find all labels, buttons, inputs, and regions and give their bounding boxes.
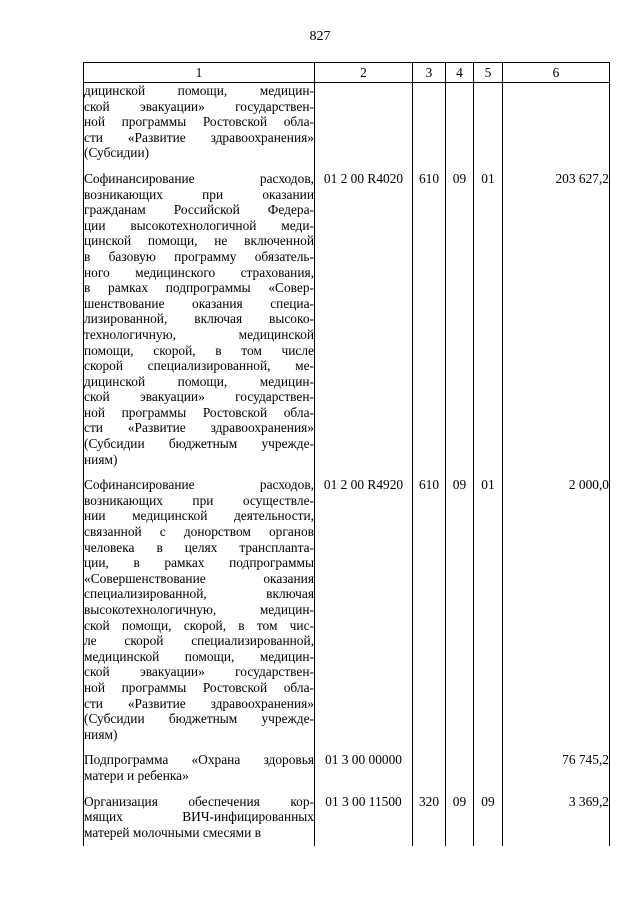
description-line: ной программы Ростовской обла- [84, 114, 314, 130]
description-line: гражданам Российской Федера- [84, 202, 314, 218]
description-line: высокотехнологичную, медицин- [84, 602, 314, 617]
description-line: человека в целях трансплanта- [84, 539, 314, 555]
description-line: мящих ВИЧ-инфицированных [84, 809, 314, 825]
description-line: ле скорой специализированной, [84, 633, 314, 649]
description-line: (Субсидии бюджетным учрежде- [84, 436, 314, 452]
description-line: ской помощи, скорой, в том чис- [84, 617, 314, 633]
column-header-2: 2 [315, 63, 413, 83]
description-line: в рамках подпрограммы «Совер- [84, 280, 314, 296]
table-row [84, 167, 610, 473]
section-code: 09 [446, 473, 474, 748]
expense-type-code: 610 [413, 473, 446, 748]
target-item-code: 01 2 00 R4020 [315, 167, 413, 473]
table-row [84, 748, 610, 789]
table-row [84, 790, 610, 847]
row-description [84, 473, 315, 748]
description-line: медицинской помощи, медицин- [84, 648, 314, 664]
target-item-code: 01 3 00 00000 [315, 748, 413, 789]
column-header-6: 6 [503, 63, 610, 83]
description-line: ции высокотехнологичной меди- [84, 217, 314, 233]
description-line: возникающих при осуществле- [84, 492, 314, 508]
table-row [84, 83, 610, 167]
row-description [84, 790, 315, 847]
description-line: матерей молочными смесями в [84, 824, 261, 840]
description-line: (Субсидии) [84, 145, 150, 161]
description-line: цинской помощи, не включенной [84, 233, 314, 249]
description-line: ниям) [84, 726, 118, 742]
description-line: «Совершенствование оказания [84, 570, 314, 586]
amount: 2 000,0 [503, 473, 610, 748]
description-line: Софинансирование расходов, [84, 477, 314, 493]
description-line: помощи, скорой, в том числе [84, 342, 314, 358]
budget-table [83, 62, 610, 846]
description-line: ции, в рамках подпрограммы [84, 555, 314, 571]
section-code [446, 83, 474, 167]
description-line: технологичную, медицинской [84, 326, 314, 342]
description-line: Организация обеспечения кор- [84, 793, 314, 809]
description-line: дицинской помощи, медицин- [84, 373, 314, 389]
description-line: возникающих при оказании [84, 186, 314, 202]
subsection-code [474, 83, 503, 167]
description-line: Подпрограмма «Охрана здоровья [84, 752, 314, 768]
section-code: 09 [446, 167, 474, 473]
target-item-code [315, 83, 413, 167]
amount: 3 369,2 [503, 790, 610, 847]
description-line: матери и ребенка» [84, 767, 189, 783]
subsection-code: 01 [474, 167, 503, 473]
description-line: скорой специализированной, ме- [84, 358, 314, 374]
expense-type-code [413, 83, 446, 167]
amount [503, 83, 610, 167]
description-line: ниям) [84, 451, 118, 467]
amount: 76 745,2 [503, 748, 610, 789]
column-header-4: 4 [446, 63, 474, 83]
amount: 203 627,2 [503, 167, 610, 473]
column-header-3: 3 [413, 63, 446, 83]
column-number-row [84, 63, 610, 83]
row-description [84, 748, 315, 789]
expense-type-code [413, 748, 446, 789]
section-code [446, 748, 474, 789]
expense-type-code: 610 [413, 167, 446, 473]
description-line: сти «Развитие здравоохранения» [84, 420, 314, 436]
description-line: Софинансирование расходов, [84, 170, 314, 186]
page-number: 827 [309, 29, 331, 44]
row-description [84, 83, 315, 167]
description-line: ной программы Ростовской обла- [84, 679, 314, 695]
row-description [84, 167, 315, 473]
subsection-code: 09 [474, 790, 503, 847]
description-line: лизированной, включая высоко- [84, 311, 314, 327]
description-line: нии медицинской деятельности, [84, 508, 314, 524]
description-line: сти «Развитие здравоохранения» [84, 695, 314, 711]
description-line: ской эвакуации» государствен- [84, 98, 314, 114]
column-header-1: 1 [84, 63, 315, 83]
subsection-code [474, 748, 503, 789]
section-code: 09 [446, 790, 474, 847]
description-line: ного медицинского страхования, [84, 264, 314, 280]
table-row [84, 473, 610, 748]
description-line: ской эвакуации» государствен- [84, 664, 314, 680]
description-line: (Субсидии бюджетным учрежде- [84, 711, 314, 727]
description-line: шенствование оказания специа- [84, 295, 314, 311]
column-header-5: 5 [474, 63, 503, 83]
expense-type-code: 320 [413, 790, 446, 847]
description-line: ной программы Ростовской обла- [84, 404, 314, 420]
description-line: дицинской помощи, медицин- [84, 83, 314, 98]
description-line: сти «Развитие здравоохранения» [84, 129, 314, 145]
description-line: специализированной, включая [84, 586, 314, 602]
target-item-code: 01 2 00 R4920 [315, 473, 413, 748]
target-item-code: 01 3 00 11500 [315, 790, 413, 847]
description-line: в базовую программу обязатель- [84, 248, 314, 264]
subsection-code: 01 [474, 473, 503, 748]
description-line: связанной с донорством органов [84, 524, 314, 540]
description-line: ской эвакуации» государствен- [84, 389, 314, 405]
